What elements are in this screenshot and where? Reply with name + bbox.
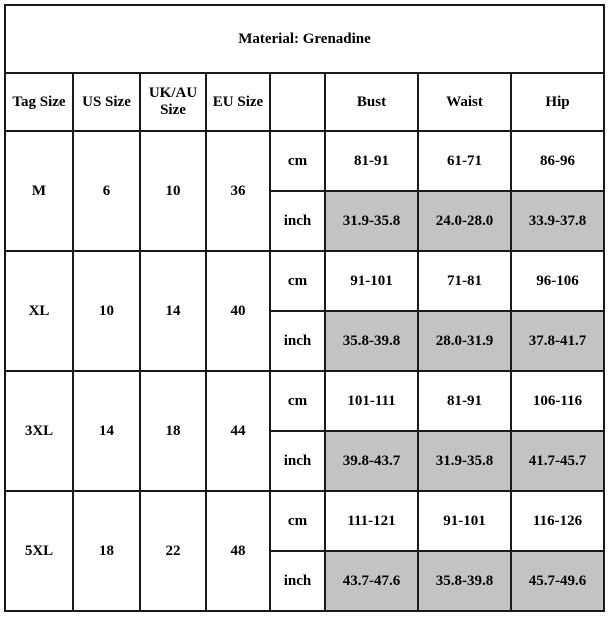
header-uk-au-line1: UK/AU (148, 85, 198, 101)
bust-cm-cell: 91-101 (325, 251, 418, 311)
table-row (5, 491, 604, 551)
bust-inch-cell: 31.9-35.8 (325, 191, 418, 251)
waist-inch-cell: 31.9-35.8 (418, 431, 511, 491)
hip-cm-cell: 116-126 (511, 491, 604, 551)
us-size-cell: 10 (73, 251, 140, 371)
header-row (5, 73, 604, 131)
us-size-cell: 6 (73, 131, 140, 251)
size-chart-table (4, 4, 605, 612)
waist-cm-cell: 91-101 (418, 491, 511, 551)
eu-size-cell: 44 (206, 371, 270, 491)
bust-inch-cell: 39.8-43.7 (325, 431, 418, 491)
header-waist: Waist (418, 73, 511, 131)
size-chart (4, 4, 605, 612)
tag-size-cell: 5XL (5, 491, 73, 611)
uk-au-size-cell: 10 (140, 131, 206, 251)
table-row (5, 371, 604, 431)
tag-size-cell: 3XL (5, 371, 73, 491)
bust-inch-cell: 43.7-47.6 (325, 551, 418, 611)
waist-inch-cell: 24.0-28.0 (418, 191, 511, 251)
table-title: Material: Grenadine (5, 5, 604, 73)
table-row (5, 251, 604, 311)
header-hip: Hip (511, 73, 604, 131)
unit-cm-cell: cm (270, 491, 325, 551)
hip-inch-cell: 33.9-37.8 (511, 191, 604, 251)
eu-size-cell: 48 (206, 491, 270, 611)
unit-cm-cell: cm (270, 251, 325, 311)
header-bust: Bust (325, 73, 418, 131)
unit-inch-cell: inch (270, 431, 325, 491)
header-us-size: US Size (73, 73, 140, 131)
header-uk-au-size (140, 73, 206, 131)
table-row (5, 131, 604, 191)
bust-cm-cell: 101-111 (325, 371, 418, 431)
waist-inch-cell: 35.8-39.8 (418, 551, 511, 611)
header-eu-size: EU Size (206, 73, 270, 131)
waist-cm-cell: 81-91 (418, 371, 511, 431)
header-tag-size: Tag Size (5, 73, 73, 131)
hip-cm-cell: 96-106 (511, 251, 604, 311)
hip-cm-cell: 86-96 (511, 131, 604, 191)
unit-cm-cell: cm (270, 371, 325, 431)
unit-cm-cell: cm (270, 131, 325, 191)
hip-inch-cell: 37.8-41.7 (511, 311, 604, 371)
header-unit (270, 73, 325, 131)
us-size-cell: 18 (73, 491, 140, 611)
bust-cm-cell: 111-121 (325, 491, 418, 551)
hip-inch-cell: 45.7-49.6 (511, 551, 604, 611)
us-size-cell: 14 (73, 371, 140, 491)
waist-cm-cell: 71-81 (418, 251, 511, 311)
tag-size-cell: XL (5, 251, 73, 371)
uk-au-size-cell: 22 (140, 491, 206, 611)
unit-inch-cell: inch (270, 311, 325, 371)
bust-inch-cell: 35.8-39.8 (325, 311, 418, 371)
unit-inch-cell: inch (270, 191, 325, 251)
eu-size-cell: 40 (206, 251, 270, 371)
hip-inch-cell: 41.7-45.7 (511, 431, 604, 491)
bust-cm-cell: 81-91 (325, 131, 418, 191)
uk-au-size-cell: 18 (140, 371, 206, 491)
hip-cm-cell: 106-116 (511, 371, 604, 431)
tag-size-cell: M (5, 131, 73, 251)
waist-cm-cell: 61-71 (418, 131, 511, 191)
eu-size-cell: 36 (206, 131, 270, 251)
uk-au-size-cell: 14 (140, 251, 206, 371)
header-uk-au-line2: Size (160, 102, 186, 118)
waist-inch-cell: 28.0-31.9 (418, 311, 511, 371)
unit-inch-cell: inch (270, 551, 325, 611)
